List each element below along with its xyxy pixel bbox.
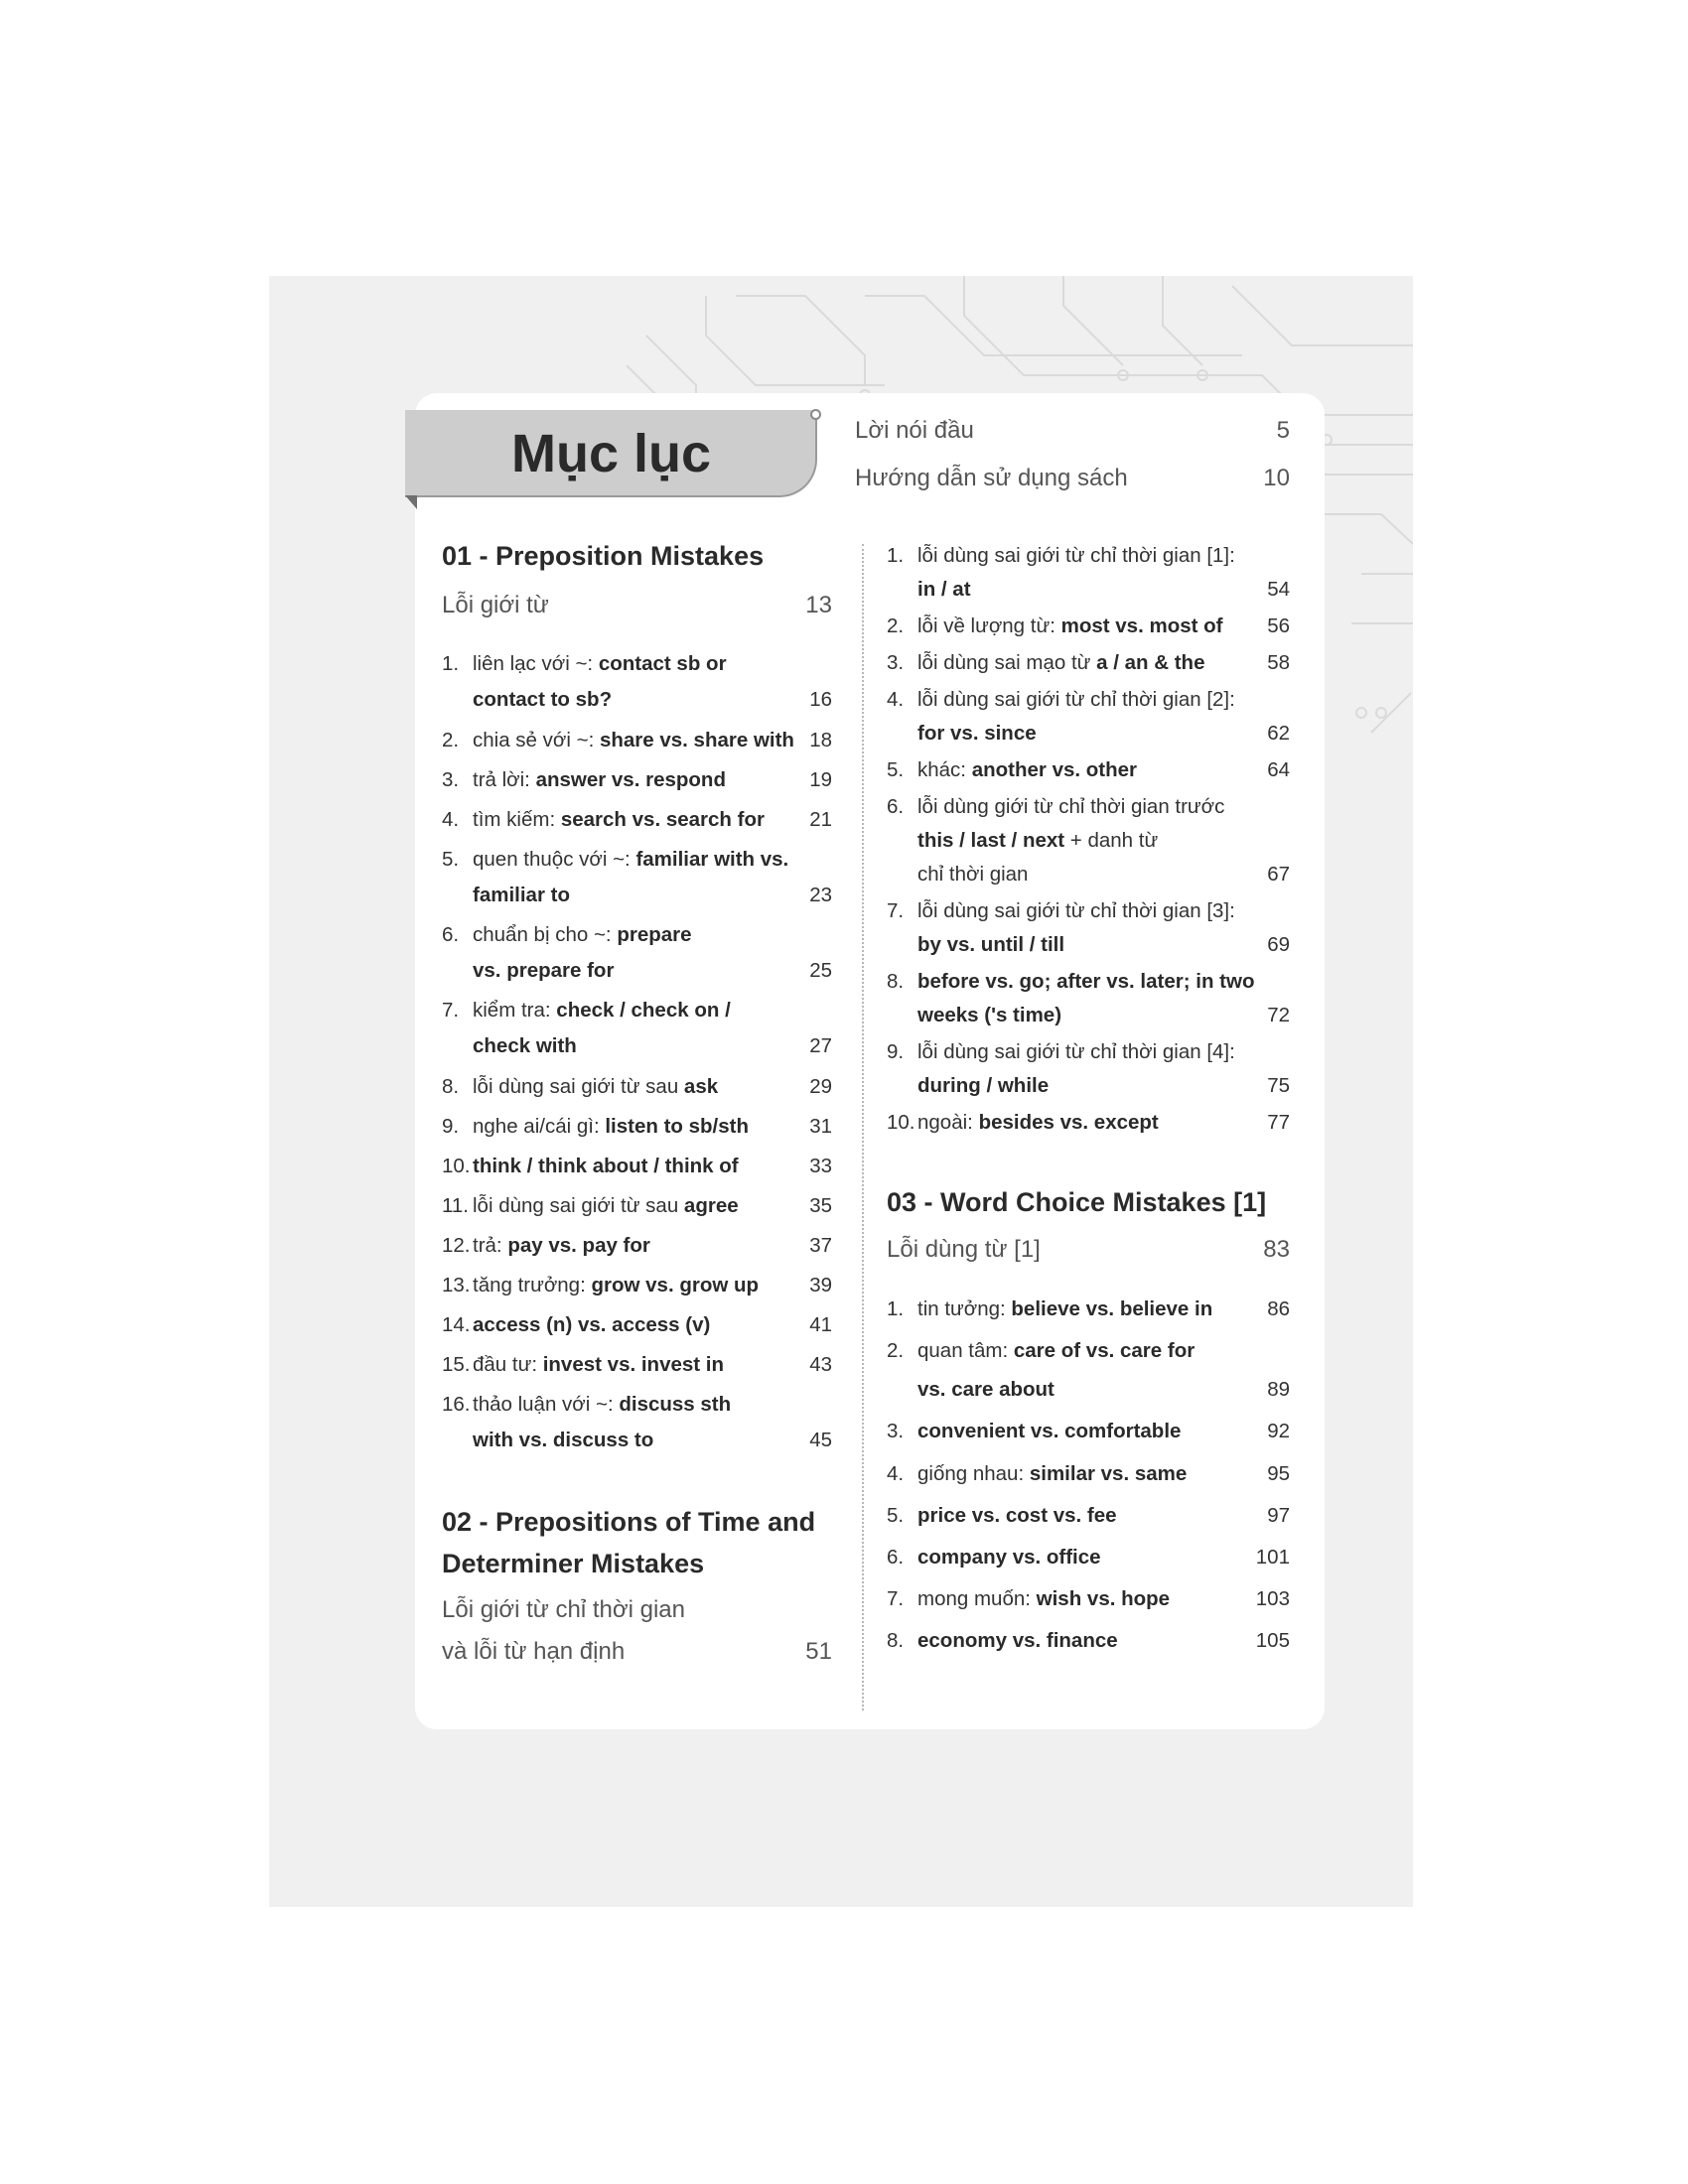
toc-item-page: 58: [1267, 651, 1290, 674]
toc-item-page: 95: [1267, 1462, 1290, 1485]
toc-item-continuation[interactable]: [887, 933, 1290, 957]
toc-item-text: lỗi dùng sai giới từ sau: [473, 1194, 684, 1217]
toc-item-page: 105: [1255, 1629, 1290, 1652]
toc-item-text: nghe ai/cái gì:: [473, 1115, 606, 1138]
toc-item-continuation[interactable]: [442, 884, 832, 907]
toc-item[interactable]: [887, 1420, 1290, 1443]
toc-item[interactable]: [442, 1353, 832, 1377]
toc-item-continuation[interactable]: [887, 863, 1290, 887]
toc-item[interactable]: [442, 1155, 832, 1178]
toc-item-page: 21: [809, 808, 832, 831]
toc-item-page: 27: [809, 1034, 832, 1057]
toc-item-number: 2.: [887, 1339, 905, 1362]
toc-item[interactable]: [442, 1075, 832, 1099]
toc-item[interactable]: [442, 1234, 832, 1258]
toc-item-keyword: most vs. most of: [1060, 614, 1223, 637]
toc-item-keyword: contact to sb?: [473, 688, 613, 711]
toc-item-number: 6.: [887, 795, 905, 818]
toc-item-number: 12.: [442, 1234, 471, 1257]
toc-item-text: lỗi dùng giới từ chỉ thời gian trước: [917, 795, 1225, 818]
toc-item-keyword: another vs. other: [971, 758, 1138, 781]
toc-item-number: 9.: [887, 1040, 905, 1063]
toc-item-text: kiểm tra:: [473, 999, 557, 1022]
toc-item[interactable]: [887, 1462, 1290, 1486]
toc-item-continuation[interactable]: [887, 722, 1290, 746]
toc-item-text: mong muốn:: [917, 1587, 1037, 1610]
toc-item[interactable]: [442, 808, 832, 832]
toc-item-number: 15.: [442, 1353, 471, 1376]
toc-item-text: tìm kiếm:: [473, 808, 561, 831]
toc-item-page: 103: [1255, 1587, 1290, 1610]
toc-item-number: 14.: [442, 1313, 471, 1336]
toc-item[interactable]: [887, 688, 1290, 712]
toc-item[interactable]: [887, 651, 1290, 675]
toc-item-keyword: in / at: [917, 578, 971, 601]
toc-intro-page: 5: [1276, 417, 1290, 444]
toc-item-text: chia sẻ với ~:: [473, 729, 600, 751]
toc-item-text: thảo luận với ~:: [473, 1393, 620, 1416]
toc-item-text: tin tưởng:: [917, 1297, 1012, 1320]
toc-item-number: 11.: [442, 1194, 469, 1217]
toc-item-keyword: share vs. share with: [599, 729, 794, 751]
toc-item-number: 7.: [887, 1587, 905, 1610]
toc-item-number: 1.: [442, 652, 460, 675]
toc-item-text: trả:: [473, 1234, 508, 1257]
toc-item-keyword: access (n) vs. access (v): [473, 1313, 711, 1336]
toc-item[interactable]: [442, 652, 832, 676]
toc-item-page: 69: [1267, 933, 1290, 956]
toc-item-page: 97: [1267, 1504, 1290, 1527]
title-tab-fold: [405, 495, 417, 509]
toc-item-keyword: similar vs. same: [1029, 1462, 1188, 1485]
toc-item-number: 7.: [442, 999, 460, 1022]
toc-item-text: quen thuộc với ~:: [473, 848, 636, 871]
toc-item-number: 5.: [887, 758, 905, 781]
toc-item-number: 2.: [887, 614, 905, 637]
toc-item-page: 77: [1267, 1111, 1290, 1134]
column-divider: [862, 544, 864, 1710]
toc-item-keyword: contact sb or: [598, 652, 727, 675]
toc-item-page: 101: [1255, 1546, 1290, 1569]
toc-item-text: tăng trưởng:: [473, 1274, 592, 1297]
toc-item-keyword: before vs. go; after vs. later; in two: [917, 970, 1255, 993]
toc-item-number: 4.: [887, 688, 905, 711]
toc-item[interactable]: [887, 544, 1290, 568]
toc-item-keyword: economy vs. finance: [917, 1629, 1118, 1652]
toc-item-number: 7.: [887, 899, 905, 922]
toc-item-number: 10.: [442, 1155, 471, 1177]
section-02-title-continuation: Determiner Mistakes: [442, 1549, 705, 1578]
toc-item[interactable]: [442, 729, 832, 752]
toc-item-keyword: search vs. search for: [560, 808, 765, 831]
toc-item-keyword: check / check on /: [556, 999, 731, 1022]
section-01-title: 01 - Preposition Mistakes: [442, 541, 765, 571]
toc-item[interactable]: [442, 848, 832, 872]
toc-item-keyword: familiar to: [473, 884, 570, 906]
toc-item-continuation[interactable]: [442, 959, 832, 983]
toc-intro-page: 10: [1263, 465, 1290, 491]
section-page: 83: [1263, 1236, 1290, 1263]
toc-item[interactable]: [887, 758, 1290, 782]
toc-item-text: khác:: [917, 758, 972, 781]
toc-item-keyword: care of vs. care for: [1013, 1339, 1196, 1362]
section-02-subtitle-row[interactable]: [442, 1638, 832, 1666]
toc-item-keyword: prepare: [617, 923, 692, 946]
toc-item-keyword: grow vs. grow up: [591, 1274, 760, 1297]
toc-item-number: 3.: [887, 1420, 905, 1442]
toc-item-number: 2.: [442, 729, 460, 751]
toc-item-keyword: answer vs. respond: [535, 768, 726, 791]
toc-item[interactable]: [887, 1040, 1290, 1064]
toc-item-continuation[interactable]: [887, 1378, 1290, 1402]
toc-item-number: 10.: [887, 1111, 915, 1134]
section-01-subtitle-row[interactable]: [442, 592, 832, 619]
toc-item[interactable]: [887, 614, 1290, 638]
toc-item-keyword: by vs. until / till: [917, 933, 1065, 956]
toc-item-continuation[interactable]: [442, 1429, 832, 1452]
toc-item-keyword: weeks ('s time): [917, 1004, 1062, 1026]
toc-item-number: 5.: [887, 1504, 905, 1527]
toc-intro-row[interactable]: [855, 465, 1290, 492]
toc-item-page: 54: [1267, 578, 1290, 601]
toc-item-number: 1.: [887, 1297, 905, 1320]
section-02-title: 02 - Prepositions of Time and: [442, 1507, 816, 1537]
section-subtitle: Lỗi giới từ chỉ thời gian: [442, 1596, 685, 1623]
toc-item-keyword: a / an & the: [1096, 651, 1205, 674]
toc-item-text: lỗi dùng sai mạo từ: [917, 651, 1097, 674]
toc-item-keyword: besides vs. except: [978, 1111, 1159, 1134]
section-subtitle: và lỗi từ hạn định: [442, 1638, 626, 1665]
toc-item-number: 1.: [887, 544, 905, 567]
toc-item-keyword: with vs. discuss to: [473, 1429, 654, 1451]
toc-item-number: 8.: [887, 970, 905, 993]
toc-item-page: 56: [1267, 614, 1290, 637]
toc-item-text: lỗi về lượng từ:: [917, 614, 1061, 637]
toc-intro-label: Hướng dẫn sử dụng sách: [855, 465, 1128, 491]
toc-item-keyword: familiar with vs.: [635, 848, 789, 871]
toc-item[interactable]: [887, 795, 1290, 819]
toc-item-page: 25: [809, 959, 832, 982]
toc-item-text: lỗi dùng sai giới từ sau: [473, 1075, 684, 1098]
toc-item-page: 64: [1267, 758, 1290, 781]
toc-item-keyword: invest vs. invest in: [542, 1353, 725, 1376]
toc-intro-label: Lời nói đầu: [855, 417, 974, 444]
toc-item-keyword: check with: [473, 1034, 577, 1057]
toc-item-page: 41: [809, 1313, 832, 1336]
toc-item-text: quan tâm:: [917, 1339, 1014, 1362]
toc-item-text: liên lạc với ~:: [473, 652, 599, 675]
toc-item-page: 45: [809, 1429, 832, 1451]
toc-item-keyword: during / while: [917, 1074, 1050, 1097]
toc-item-text: lỗi dùng sai giới từ chỉ thời gian [3]:: [917, 899, 1235, 922]
toc-item-keyword: vs. care about: [917, 1378, 1055, 1401]
toc-item-text: + danh từ: [1064, 829, 1159, 852]
toc-item-keyword: this / last / next: [917, 829, 1065, 852]
toc-item-page: 35: [809, 1194, 832, 1217]
toc-item[interactable]: [887, 1297, 1290, 1321]
toc-item[interactable]: [887, 1629, 1290, 1653]
section-03-title: 03 - Word Choice Mistakes [1]: [887, 1187, 1267, 1217]
toc-item-text: lỗi dùng sai giới từ chỉ thời gian [2]:: [917, 688, 1235, 711]
toc-item-text: trả lời:: [473, 768, 536, 791]
toc-item-number: 9.: [442, 1115, 460, 1138]
toc-item-page: 16: [809, 688, 832, 711]
toc-item-number: 13.: [442, 1274, 471, 1297]
toc-item-continuation[interactable]: [887, 1074, 1290, 1098]
toc-item-page: 37: [809, 1234, 832, 1257]
toc-item-number: 4.: [442, 808, 460, 831]
toc-item-text: lỗi dùng sai giới từ chỉ thời gian [4]:: [917, 1040, 1235, 1063]
toc-item-keyword: discuss sth: [619, 1393, 732, 1416]
toc-item-continuation[interactable]: [887, 1004, 1290, 1027]
toc-item-keyword: pay vs. pay for: [507, 1234, 650, 1257]
toc-item-keyword: for vs. since: [917, 722, 1037, 745]
toc-item[interactable]: [442, 923, 832, 947]
toc-item-keyword: ask: [683, 1075, 719, 1098]
toc-item-page: 89: [1267, 1378, 1290, 1401]
toc-item[interactable]: [442, 1274, 832, 1297]
toc-item[interactable]: [442, 1194, 832, 1218]
section-03-subtitle-row[interactable]: [887, 1236, 1290, 1264]
toc-item[interactable]: [442, 999, 832, 1023]
toc-item-page: 43: [809, 1353, 832, 1376]
toc-item-page: 33: [809, 1155, 832, 1177]
toc-item-page: 72: [1267, 1004, 1290, 1026]
toc-item-page: 23: [809, 884, 832, 906]
toc-item[interactable]: [887, 1546, 1290, 1570]
toc-item-text: lỗi dùng sai giới từ chỉ thời gian [1]:: [917, 544, 1235, 567]
toc-item-number: 8.: [442, 1075, 460, 1098]
toc-item-keyword: vs. prepare for: [473, 959, 615, 982]
toc-item[interactable]: [887, 1339, 1290, 1363]
toc-item-number: 16.: [442, 1393, 471, 1416]
section-02-subtitle-row[interactable]: [442, 1596, 832, 1624]
section-subtitle: Lỗi giới từ: [442, 592, 549, 618]
toc-item-keyword: company vs. office: [917, 1546, 1101, 1569]
toc-item[interactable]: [442, 1313, 832, 1337]
toc-item-keyword: price vs. cost vs. fee: [917, 1504, 1117, 1527]
toc-item-text: giống nhau:: [917, 1462, 1030, 1485]
toc-item-page: 86: [1267, 1297, 1290, 1320]
toc-item-number: 5.: [442, 848, 460, 871]
section-page: 13: [805, 592, 832, 618]
toc-item-page: 92: [1267, 1420, 1290, 1442]
toc-item-page: 29: [809, 1075, 832, 1098]
toc-item-number: 6.: [442, 923, 460, 946]
toc-item-number: 6.: [887, 1546, 905, 1569]
toc-item-continuation[interactable]: [442, 688, 832, 712]
toc-item-keyword: convenient vs. comfortable: [917, 1420, 1182, 1442]
toc-item-keyword: agree: [683, 1194, 739, 1217]
toc-intro-row[interactable]: [855, 417, 1290, 445]
toc-item-continuation[interactable]: [442, 1034, 832, 1058]
toc-item-text: đầu tư:: [473, 1353, 543, 1376]
page-title: Mục lục: [510, 424, 712, 483]
toc-item-number: 3.: [887, 651, 905, 674]
toc-item-text: chuẩn bị cho ~:: [473, 923, 618, 946]
toc-item-keyword: think / think about / think of: [473, 1155, 739, 1177]
toc-item-keyword: believe vs. believe in: [1011, 1297, 1213, 1320]
toc-item-page: 19: [809, 768, 832, 791]
toc-item[interactable]: [442, 1393, 832, 1417]
toc-item[interactable]: [887, 970, 1290, 994]
toc-item[interactable]: [887, 1111, 1290, 1135]
toc-item-number: 4.: [887, 1462, 905, 1485]
toc-item-number: 8.: [887, 1629, 905, 1652]
section-page: 51: [805, 1638, 832, 1665]
toc-item-number: 3.: [442, 768, 460, 791]
toc-item[interactable]: [887, 1504, 1290, 1528]
toc-item[interactable]: [887, 1587, 1290, 1611]
toc-item-page: 18: [809, 729, 832, 751]
toc-item-text: ngoài:: [917, 1111, 979, 1134]
toc-item-text: chỉ thời gian: [917, 863, 1029, 886]
toc-item-page: 75: [1267, 1074, 1290, 1097]
toc-item-page: 31: [809, 1115, 832, 1138]
toc-item-page: 62: [1267, 722, 1290, 745]
toc-item[interactable]: [442, 768, 832, 792]
toc-item-continuation[interactable]: [887, 829, 1290, 853]
section-subtitle: Lỗi dùng từ [1]: [887, 1236, 1041, 1263]
toc-item-keyword: wish vs. hope: [1036, 1587, 1171, 1610]
toc-item[interactable]: [887, 899, 1290, 923]
toc-item[interactable]: [442, 1115, 832, 1139]
toc-item-continuation[interactable]: [887, 578, 1290, 602]
toc-item-keyword: listen to sb/sth: [605, 1115, 749, 1138]
toc-item-page: 67: [1267, 863, 1290, 886]
toc-item-page: 39: [809, 1274, 832, 1297]
